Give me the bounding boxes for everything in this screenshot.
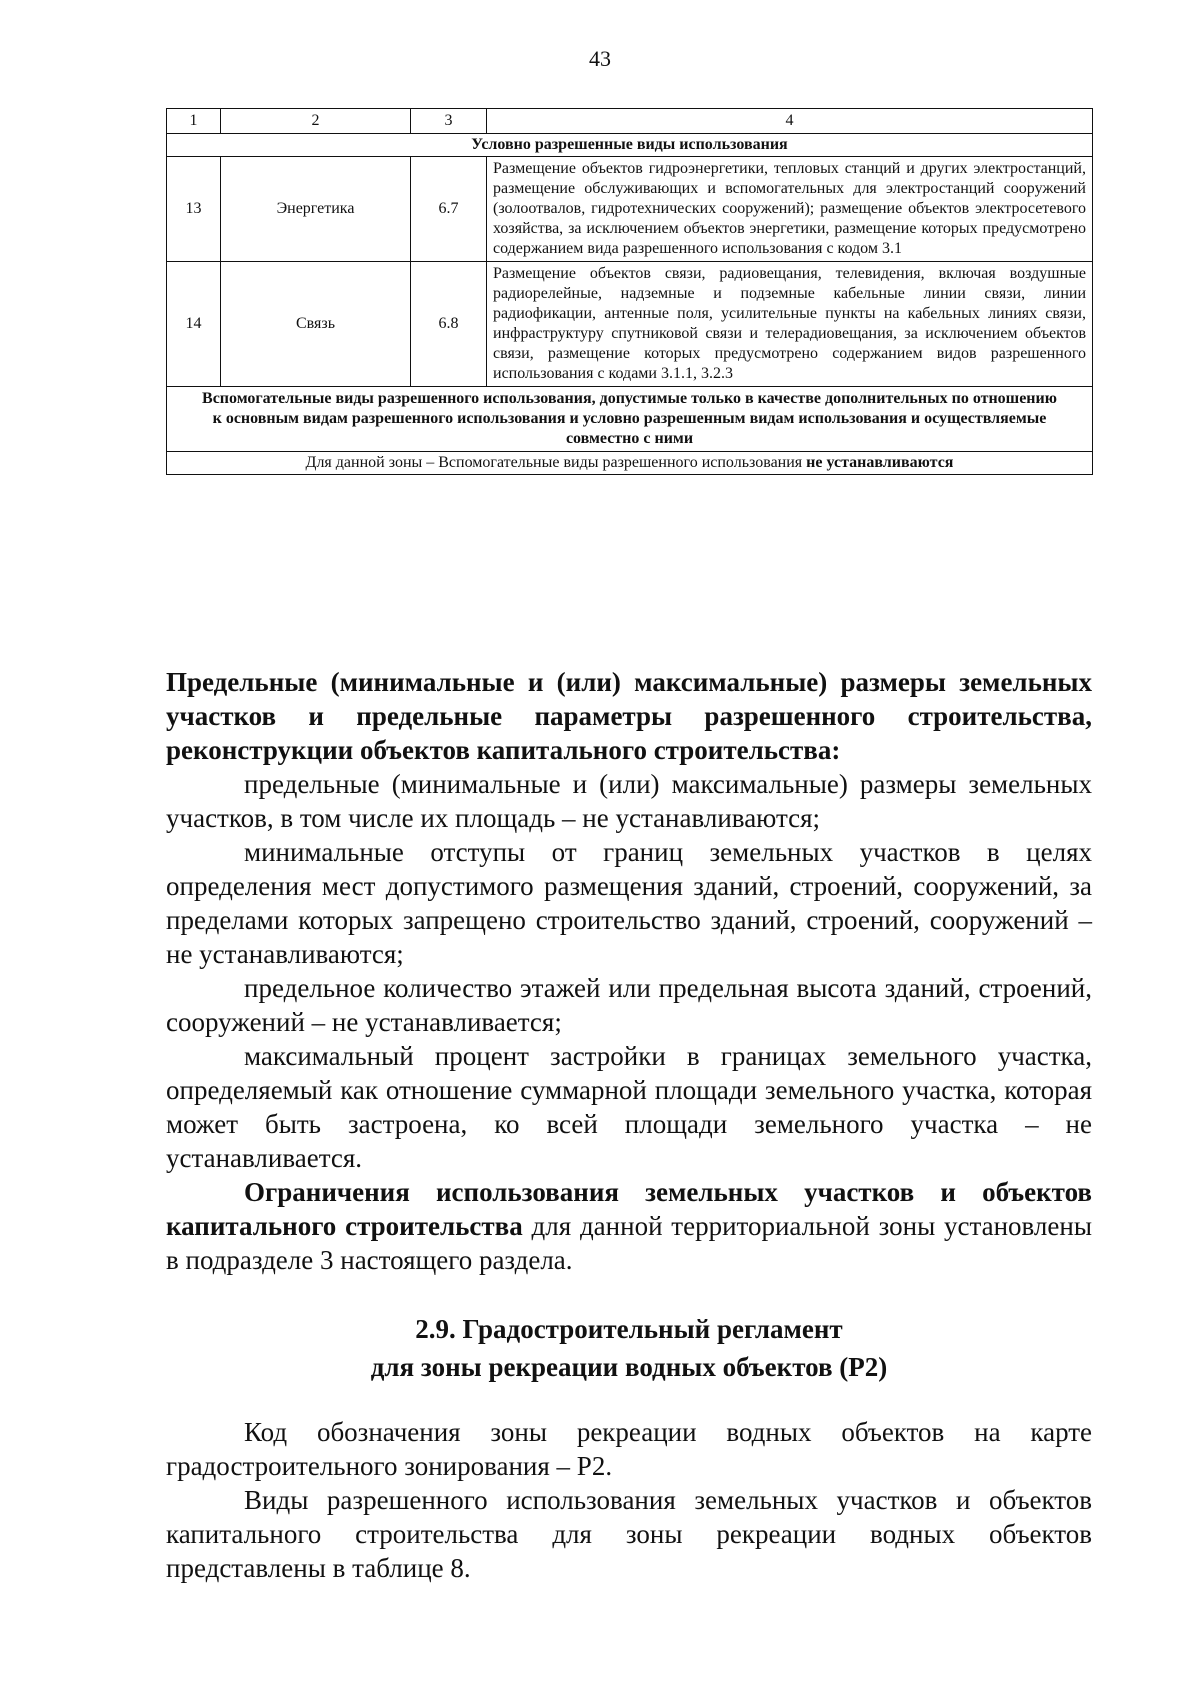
column-header: 2 bbox=[221, 109, 411, 134]
limit-item: минимальные отступы от границ земельных участков в целях определения мест допустимого размещения зданий, строений, сооружений, за пределами которых запрещено строительство зданий, строений, сооружений – не устанавливаются; bbox=[166, 837, 1092, 969]
section-row-auxiliary bbox=[167, 387, 1093, 452]
section-row-conditional bbox=[167, 134, 1093, 157]
section-title bbox=[166, 1310, 1092, 1386]
use-type-description: Размещение объектов гидроэнергетики, тепловых станций и других электростанций, размещение обслуживающих и вспомогательных для электростанций сооружений (золоотвалов, гидротехнических сооружений); размещение объектов электросетевого хозяйства, за исключением объектов энергетики, размещение которых предусмотрено содержанием вида разрешенного использования с кодом 3.1 bbox=[487, 157, 1093, 262]
section-title-line: 2.9. Градостроительный регламент bbox=[415, 1314, 843, 1344]
use-type-name: Связь bbox=[221, 262, 411, 387]
table-header-row bbox=[167, 109, 1093, 134]
row-number: 13 bbox=[167, 157, 221, 262]
limits-block bbox=[166, 665, 1092, 1277]
section-heading-auxiliary: Вспомогательные виды разрешенного использования, допустимые только в качестве дополнительных по отношению к основным видам разрешенного использования и условно разрешенным видам использования и осуществляемые совместно с ними bbox=[167, 387, 1093, 452]
limits-heading: Предельные (минимальные и (или) максимальные) размеры земельных участков и предельные параметры разрешенного строительства, реконструкции объектов капитального строительства: bbox=[166, 667, 1092, 765]
column-header: 4 bbox=[487, 109, 1093, 134]
limit-item: максимальный процент застройки в границах земельного участка, определяемый как отношение суммарной площади земельного участка, которая может быть застроена, ко всей площади земельного участка – не устанавливается. bbox=[166, 1041, 1092, 1173]
auxiliary-note-row bbox=[167, 452, 1093, 475]
restrictions-bold: Ограничения использования земельных участков и объектов капитального строительства bbox=[166, 1177, 1092, 1241]
column-header: 3 bbox=[411, 109, 487, 134]
page-number: 43 bbox=[589, 46, 611, 71]
use-type-code: 6.8 bbox=[411, 262, 487, 387]
use-type-code: 6.7 bbox=[411, 157, 487, 262]
auxiliary-note-text: Для данной зоны – Вспомогательные виды разрешенного использования bbox=[305, 454, 807, 471]
auxiliary-note bbox=[167, 452, 1093, 475]
restrictions-paragraph bbox=[166, 1175, 1092, 1277]
limit-item: предельные (минимальные и (или) максимальные) размеры земельных участков, в том числе их площадь – не устанавливаются; bbox=[166, 769, 1092, 833]
section-body bbox=[166, 1415, 1092, 1585]
permitted-use-table bbox=[166, 108, 1093, 475]
limit-item: предельное количество этажей или предельная высота зданий, строений, сооружений – не устанавливается; bbox=[166, 973, 1092, 1037]
table-row bbox=[167, 157, 1093, 262]
column-header: 1 bbox=[167, 109, 221, 134]
auxiliary-note-emphasis: не устанавливаются bbox=[806, 454, 954, 471]
use-type-name: Энергетика bbox=[221, 157, 411, 262]
table-row bbox=[167, 262, 1093, 387]
use-type-description: Размещение объектов связи, радиовещания, телевидения, включая воздушные радиорелейные, надземные и подземные кабельные линии связи, линии радиофикации, антенные поля, усилительные пункты на кабельных линиях связи, инфраструктуру спутниковой связи и телерадиовещания, за исключением объектов связи, размещение которых предусмотрено содержанием видов разрешенного использования с кодами 3.1.1, 3.2.3 bbox=[487, 262, 1093, 387]
section-title-line: для зоны рекреации водных объектов (Р2) bbox=[370, 1352, 888, 1382]
restrictions-rest: для данной территориальной зоны установлены в подразделе 3 настоящего раздела. bbox=[166, 1211, 1092, 1275]
section-paragraph: Виды разрешенного использования земельных участков и объектов капитального строительства для зоны рекреации водных объектов представлены в таблице 8. bbox=[166, 1485, 1092, 1583]
row-number: 14 bbox=[167, 262, 221, 387]
section-paragraph: Код обозначения зоны рекреации водных объектов на карте градостроительного зонирования – Р2. bbox=[166, 1417, 1092, 1481]
section-heading-conditional: Условно разрешенные виды использования bbox=[167, 134, 1093, 157]
